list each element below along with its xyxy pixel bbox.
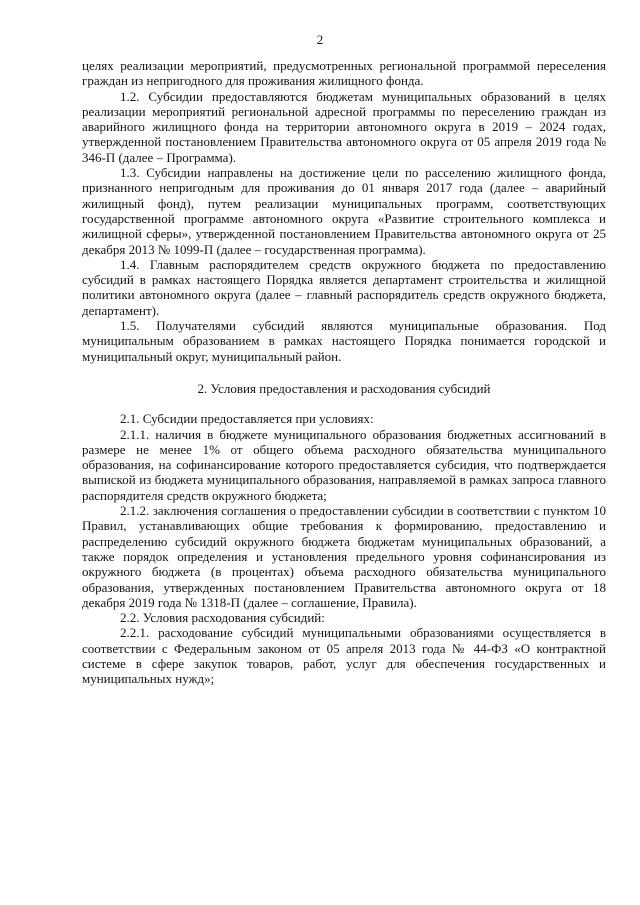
document-body xyxy=(82,58,606,687)
paragraph-1-5: 1.5. Получателями субсидий являются муниципальные образования. Под муниципальным образованием в рамках настоящего Порядка понимается городской и муниципальный округ, муниципальный район. xyxy=(82,318,606,364)
paragraph-2-2: 2.2. Условия расходования субсидий: xyxy=(120,610,325,626)
page-number: 2 xyxy=(316,32,324,47)
paragraph-1-3: 1.3. Субсидии направлены на достижение цели по расселению жилищного фонда, признанного непригодным для проживания до 01 января 2017 года (далее – аварийный жилищный фонд), путем реализации муниципальных программ, соответствующих государственной программе автономного округа «Развитие строительного комплекса и жилищной сферы», утвержденной постановлением Правительства автономного округа от 25 декабря 2013 № 1099-П (далее – государственная программа). xyxy=(82,165,606,257)
paragraph-2-1-1: 2.1.1. наличия в бюджете муниципального образования бюджетных ассигнований в размере не менее 1% от общего объема расходного обязательства муниципального образования, на софинансирование которого предоставляется субсидия, что подтверждается выпиской из бюджета муниципального образования, направляемой в рамках запроса главного распорядителя средств окружного бюджета; xyxy=(82,426,606,503)
paragraph-continuation: целях реализации мероприятий, предусмотренных региональной программой переселения граждан из непригодного для проживания жилищного фонда. xyxy=(82,58,606,89)
section-heading: 2. Условия предоставления и расходования субсидий xyxy=(197,380,491,396)
paragraph-1-2: 1.2. Субсидии предоставляются бюджетам муниципальных образований в целях реализации мероприятий региональной адресной программы по переселению граждан из аварийного жилищного фонда на территории автономного округа в 2019 – 2024 годах, утвержденной постановлением Правительства автономного округа от 05 апреля 2019 года № 346-П (далее – Программа). xyxy=(82,88,606,165)
paragraph-2-1-2: 2.1.2. заключения соглашения о предоставлении субсидии в соответствии с пунктом 10 Правил, устанавливающих общие требования к формированию, предоставлению и распределению субсидий окружного бюджета бюджетам муниципальных образований, а также порядок определения и установления предельного уровня софинансирования из окружного бюджета (в процентах) объема расходного обязательства муниципального образования, утвержденных постановлением Правительства автономного округа от 18 декабря 2019 года № 1318-П (далее – соглашение, Правила). xyxy=(82,503,606,610)
paragraph-2-1: 2.1. Субсидии предоставляется при условиях: xyxy=(120,411,374,427)
paragraph-1-4: 1.4. Главным распорядителем средств окружного бюджета по предоставлению субсидий в рамках настоящего Порядка является департамент строительства и жилищной политики автономного округа (далее – главный распорядитель средств окружного бюджета, департамент). xyxy=(82,256,606,318)
paragraph-2-2-1: 2.2.1. расходование субсидий муниципальными образованиями осуществляется в соответствии с Федеральным законом от 05 апреля 2013 года № 44-ФЗ «О контрактной системе в сфере закупок товаров, работ, услуг для обеспечения государственных и муниципальных нужд»; xyxy=(82,625,606,687)
